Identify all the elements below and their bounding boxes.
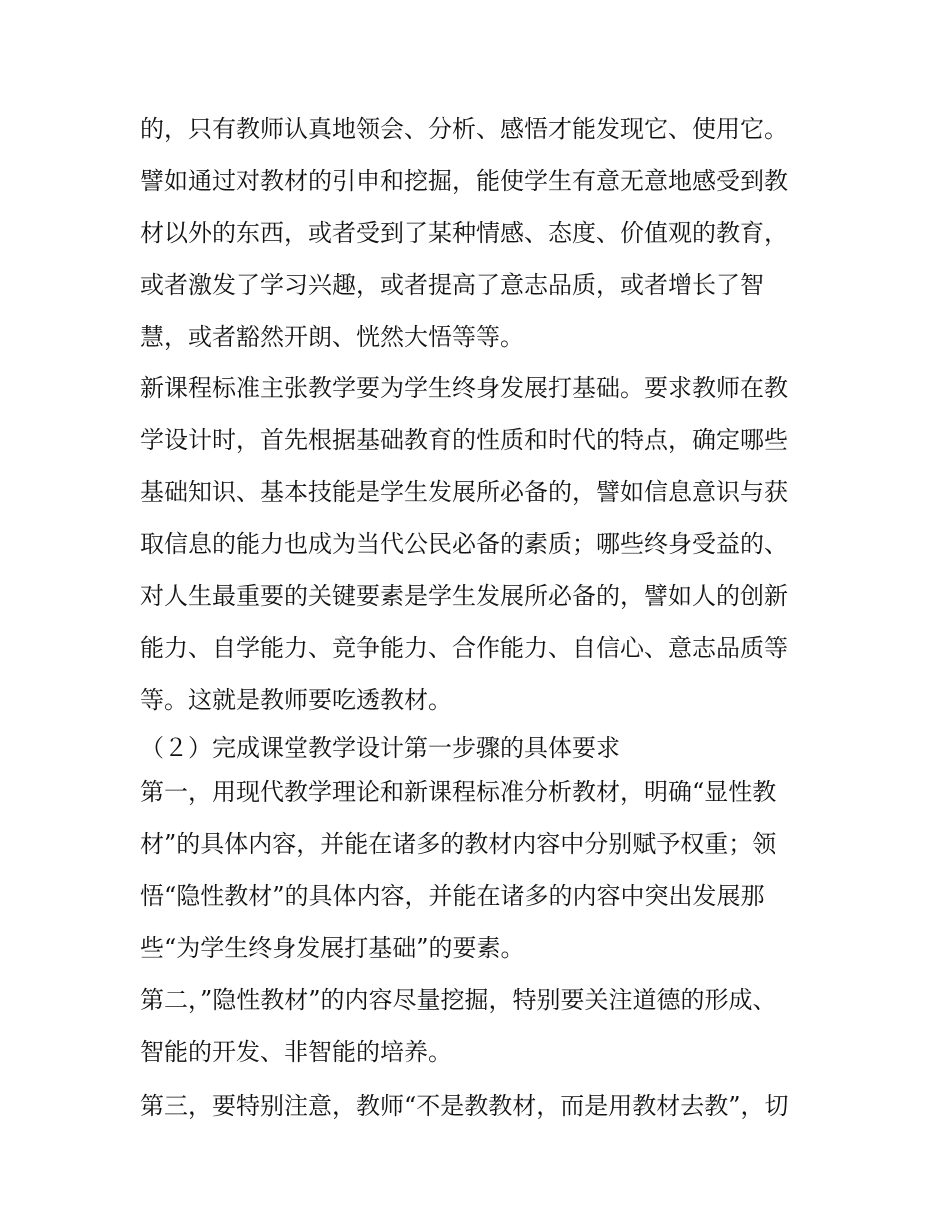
text-line: 第二，”隐性教材”的内容尽量挖掘，特别要关注道德的形成、	[140, 986, 777, 1014]
text-line: 譬如通过对教材的引申和挖掘，能使学生有意无意地感受到教	[140, 167, 788, 195]
text-line: 第一，用现代教学理论和新课程标准分析教材，明确“显性教	[140, 778, 777, 806]
text-line: 新课程标准主张教学要为学生终身发展打基础。要求教师在教	[140, 374, 788, 402]
section-heading: （２）完成课堂教学设计第一步骤的具体要求	[140, 734, 620, 762]
text-line: 能力、自学能力、竞争能力、合作能力、自信心、意志品质等	[140, 634, 788, 662]
text-line: 第三，要特别注意，教师“不是教教材，而是用教材去教”，切	[140, 1092, 789, 1120]
text-line: 些“为学生终身发展打基础”的要素。	[140, 934, 525, 962]
text-line: 对人生最重要的关键要素是学生发展所必备的，譬如人的创新	[140, 582, 788, 610]
text-line: 学设计时，首先根据基础教育的性质和时代的特点，确定哪些	[140, 426, 788, 454]
text-line: 材”的具体内容，并能在诸多的教材内容中分别赋予权重；领	[140, 830, 777, 858]
text-line: 基础知识、基本技能是学生发展所必备的，譬如信息意识与获	[140, 478, 788, 506]
text-line: 的，只有教师认真地领会、分析、感悟才能发现它、使用它。	[140, 115, 788, 143]
text-line: 智能的开发、非智能的培养。	[140, 1038, 452, 1066]
text-line: 或者激发了学习兴趣，或者提高了意志品质，或者增长了智	[140, 271, 764, 299]
text-line: 慧，或者豁然开朗、恍然大悟等等。	[140, 323, 524, 351]
text-line: 等。这就是教师要吃透教材。	[140, 686, 452, 714]
text-line: 取信息的能力也成为当代公民必备的素质；哪些终身受益的、	[140, 530, 788, 558]
text-line: 材以外的东西，或者受到了某种情感、态度、价值观的教育，	[140, 219, 788, 247]
text-line: 悟“隐性教材”的具体内容，并能在诸多的内容中突出发展那	[140, 882, 765, 910]
